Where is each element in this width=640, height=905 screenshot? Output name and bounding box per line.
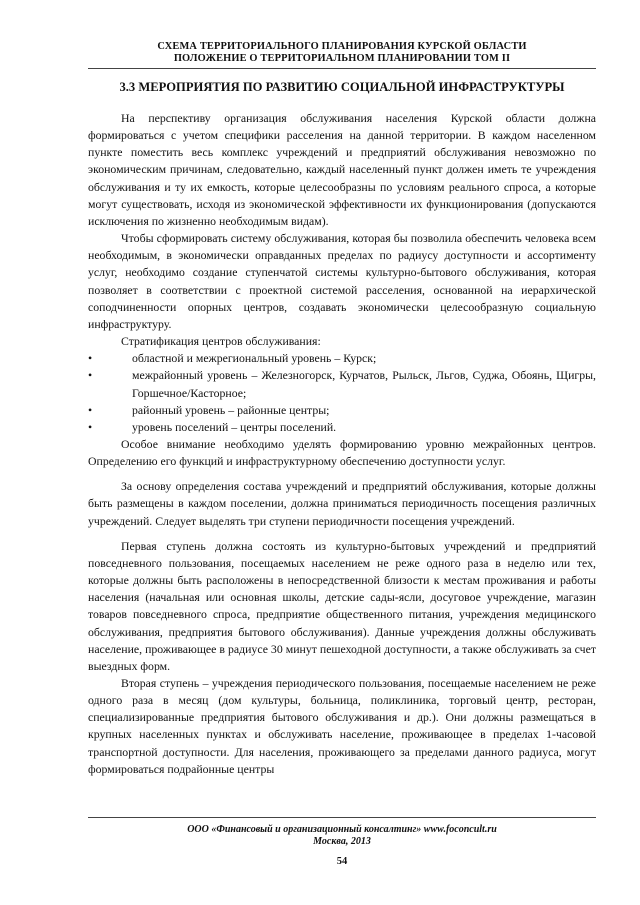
header-rule <box>88 68 596 69</box>
paragraph-1: На перспективу организация обслуживания населения Курской области должна формироваться с учетом специфики расселения на данной территории. В каждом населенном пункте поместить весь комплекс учреждений и предприятий обслуживания невозможно по экономическим причинам, следовательно, каждый населенный пункт должен иметь те учреждения обслуживания и ту их емкость, которые целесообразны по условиям реального спроса, а которые могут существовать, исходя из экономической эффективности их функционирования (допускаются исключения по жизненно необходимым видам). <box>88 111 596 228</box>
bullet-item <box>88 367 596 401</box>
paragraph-5: За основу определения состава учреждений и предприятий обслуживания, которые должны быть размещены в каждом поселении, должна приниматься периодичность посещения различных учреждений. Следует выделять три ступени периодичности посещения учреждений. <box>88 479 596 528</box>
bullet-icon: • <box>88 351 93 366</box>
body-text <box>88 110 596 778</box>
bullet-icon: • <box>88 368 93 383</box>
page-footer <box>88 817 596 867</box>
header-line-2: ПОЛОЖЕНИЕ О ТЕРРИТОРИАЛЬНОМ ПЛАНИРОВАНИИ ТОМ II <box>173 53 511 64</box>
bullet-icon: • <box>88 402 93 417</box>
footer-rule <box>88 817 596 818</box>
page-number: 54 <box>336 856 348 867</box>
paragraph-4: Особое внимание необходимо уделять формированию уровню межрайонных центров. Определению его функций и инфраструктурному обеспечению доступности услуг. <box>88 436 596 469</box>
running-header <box>88 0 596 65</box>
footer-city-year: Москва, 2013 <box>313 836 371 847</box>
bullet-text: межрайонный уровень – Железногорск, Курчатов, Рыльск, Льгов, Суджа, Обоянь, Щигры, Горшечное/Касторное; <box>132 368 596 400</box>
paragraph-7: Вторая ступень – учреждения периодического пользования, посещаемые населением не реже одного раза в месяц (дом культуры, больница, поликлиника, торговый центр, ресторан, специализированные предприятия бытового обслуживания и др.). Они должны размещаться в крупных населенных пунктах и обслуживать население, проживающее в пределах 1-часовой транспортной доступности. Для населения, проживающего за пределами данного радиуса, могут формироваться подрайонные центры <box>88 676 596 776</box>
bullet-icon: • <box>88 419 93 434</box>
paragraph-6: Первая ступень должна состоять из культурно-бытовых учреждений и предприятий повседневного пользования, посещаемых населением не реже одного раза в неделю или тех, которые должны быть расположены в непосредственной близости к местам проживания и работы населения (начальная или основная школы, детские сады-ясли, досуговое учреждение, магазин товаров повседневного спроса, предприятие общественного питания, учреждения медицинского обслуживания, предприятия бытового обслуживания). Данные учреждения должны обслуживать население, проживающее в радиусе 30 минут пешеходной доступности, а также обслуживать за счет выездных форм. <box>88 538 596 673</box>
bullet-list <box>88 350 596 436</box>
bullet-item <box>88 419 596 436</box>
bullet-text: районный уровень – районные центры; <box>132 402 330 417</box>
footer-organization: ООО «Финансовый и организационный консалтинг» www.foconcult.ru <box>187 824 497 835</box>
paragraph-2: Чтобы сформировать систему обслуживания, которая бы позволила обеспечить человека всем необходимым, в экономически оправданных пределах по радиусу доступности и ассортименту услуг, необходимо создание ступенчатой системы культурно-бытового обслуживания, которая позволяет в соответствии с проектной системой расселения, основанной на иерархической соподчиненности опорных центров, создавать экономически целесообразную социальную инфраструктуру. <box>88 231 596 331</box>
section-title: 3.3 МЕРОПРИЯТИЯ ПО РАЗВИТИЮ СОЦИАЛЬНОЙ ИНФРАСТРУКТУРЫ <box>119 80 565 94</box>
paragraph-3: Стратификация центров обслуживания: <box>121 334 321 349</box>
bullet-item <box>88 402 596 419</box>
bullet-text: уровень поселений – центры поселений. <box>132 419 337 434</box>
header-line-1: СХЕМА ТЕРРИТОРИАЛЬНОГО ПЛАНИРОВАНИЯ КУРСКОЙ ОБЛАСТИ <box>157 41 527 52</box>
bullet-item <box>88 350 596 367</box>
bullet-text: областной и межрегиональный уровень – Курск; <box>132 351 377 366</box>
